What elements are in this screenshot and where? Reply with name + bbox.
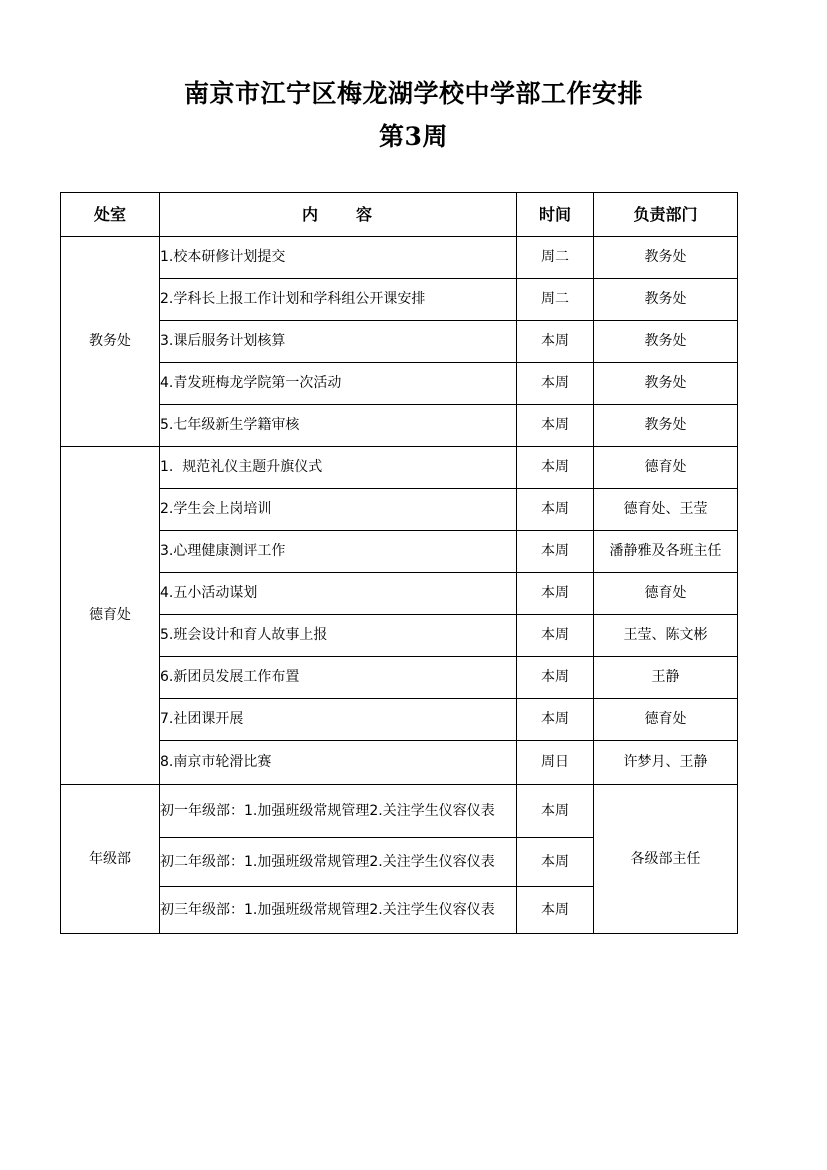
content-cell: 4.五小活动谋划 (160, 573, 517, 615)
table-row (61, 699, 738, 741)
content-cell: 3.心理健康测评工作 (160, 531, 517, 573)
content-cell: 8.南京市轮滑比赛 (160, 741, 517, 785)
owner-cell: 德育处 (594, 447, 738, 489)
time-cell: 本周 (517, 363, 594, 405)
content-cell: 6.新团员发展工作布置 (160, 657, 517, 699)
time-cell: 本周 (517, 887, 594, 934)
time-cell: 周二 (517, 237, 594, 279)
time-cell: 周日 (517, 741, 594, 785)
table-row (61, 489, 738, 531)
table-header-row (61, 193, 738, 237)
time-cell: 本周 (517, 405, 594, 447)
content-cell: 1.校本研修计划提交 (160, 237, 517, 279)
schedule-table (60, 192, 738, 934)
owner-cell-grade: 各级部主任 (594, 785, 738, 934)
table-row (61, 531, 738, 573)
week-label: 第3周 (379, 122, 448, 151)
content-cell: 4.青发班梅龙学院第一次活动 (160, 363, 517, 405)
content-cell: 3.课后服务计划核算 (160, 321, 517, 363)
time-cell: 本周 (517, 657, 594, 699)
table-row (61, 237, 738, 279)
owner-cell: 教务处 (594, 279, 738, 321)
column-header-owner: 负责部门 (594, 193, 738, 237)
table-row (61, 573, 738, 615)
column-header-content: 内 容 (160, 193, 517, 237)
column-header-office: 处室 (61, 193, 160, 237)
page-title: 南京市江宁区梅龙湖学校中学部工作安排 (183, 79, 643, 108)
office-cell-moral: 德育处 (61, 447, 160, 785)
owner-cell: 教务处 (594, 237, 738, 279)
content-cell: 初三年级部：1.加强班级常规管理2.关注学生仪容仪表 (160, 887, 517, 934)
content-cell: 2.学科长上报工作计划和学科组公开课安排 (160, 279, 517, 321)
content-cell: 1. 规范礼仪主题升旗仪式 (160, 447, 517, 489)
time-cell: 本周 (517, 531, 594, 573)
table-row (61, 321, 738, 363)
owner-cell: 许梦月、王静 (594, 741, 738, 785)
table-row (61, 447, 738, 489)
time-cell: 本周 (517, 447, 594, 489)
office-cell-grade: 年级部 (61, 785, 160, 934)
table-row (61, 405, 738, 447)
time-cell: 本周 (517, 615, 594, 657)
owner-cell: 德育处、王莹 (594, 489, 738, 531)
content-cell: 2.学生会上岗培训 (160, 489, 517, 531)
content-cell: 5.七年级新生学籍审核 (160, 405, 517, 447)
content-cell: 初一年级部：1.加强班级常规管理2.关注学生仪容仪表 (160, 785, 517, 838)
table-row (61, 363, 738, 405)
owner-cell: 王莹、陈文彬 (594, 615, 738, 657)
owner-cell: 潘静雅及各班主任 (594, 531, 738, 573)
table-row (61, 657, 738, 699)
time-cell: 本周 (517, 321, 594, 363)
time-cell: 本周 (517, 838, 594, 887)
owner-cell: 德育处 (594, 573, 738, 615)
content-cell: 7.社团课开展 (160, 699, 517, 741)
table-row (61, 741, 738, 785)
content-cell: 5.班会设计和育人故事上报 (160, 615, 517, 657)
owner-cell: 王静 (594, 657, 738, 699)
office-cell-academic: 教务处 (61, 237, 160, 447)
owner-cell: 教务处 (594, 405, 738, 447)
time-cell: 本周 (517, 489, 594, 531)
owner-cell: 教务处 (594, 321, 738, 363)
content-cell: 初二年级部：1.加强班级常规管理2.关注学生仪容仪表 (160, 838, 517, 887)
owner-cell: 教务处 (594, 363, 738, 405)
column-header-time: 时间 (517, 193, 594, 237)
table-row (61, 279, 738, 321)
time-cell: 周二 (517, 279, 594, 321)
time-cell: 本周 (517, 573, 594, 615)
time-cell: 本周 (517, 699, 594, 741)
owner-cell: 德育处 (594, 699, 738, 741)
table-row (61, 785, 738, 838)
time-cell: 本周 (517, 785, 594, 838)
table-row (61, 615, 738, 657)
